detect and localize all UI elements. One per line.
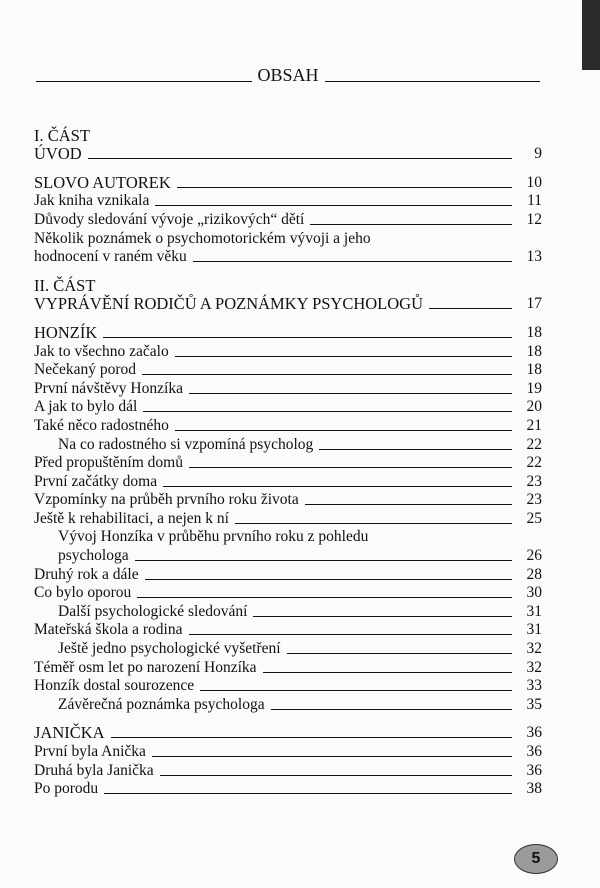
toc-entry-anicka[interactable] [34, 742, 542, 761]
toc-entry-title: První byla Anička [34, 743, 146, 760]
section-gap [34, 313, 542, 323]
toc-leader-line [137, 597, 512, 598]
toc-page-number: 18 [526, 342, 542, 360]
toc-page-number: 21 [526, 416, 542, 434]
toc-entry-title: VYPRÁVĚNÍ RODIČŮ A POZNÁMKY PSYCHOLOGŮ [34, 294, 424, 314]
toc-entry-title: A jak to bylo dál [34, 398, 138, 416]
toc-entry-title: II. ČÁST [34, 275, 96, 295]
toc-entry-title: SLOVO AUTOREK [34, 172, 171, 192]
toc-entry-title: HONZÍK [34, 322, 98, 342]
toc-page-number: 22 [526, 435, 542, 453]
toc-leader-line [305, 504, 512, 505]
toc-entry-vyvoj-b[interactable] [34, 546, 542, 565]
toc-entry-title: ÚVOD [34, 144, 82, 164]
toc-entry-honzik[interactable] [34, 323, 542, 342]
toc-entry-poznamek-b[interactable] [34, 248, 542, 267]
toc-leader-line [88, 158, 512, 159]
toc-entry-vypraveni[interactable] [34, 295, 542, 314]
toc-leader-line [104, 793, 512, 794]
toc-entry-dalsi[interactable] [34, 602, 542, 621]
toc-leader-line [189, 634, 513, 635]
toc-entry-zaverecna[interactable] [34, 695, 542, 714]
toc-leader-line [160, 775, 512, 776]
toc-leader-line [145, 579, 512, 580]
toc-entry-title: Vývoj Honzíka v průběhu prvního roku z pohledu [58, 528, 369, 546]
toc-leader-line [271, 709, 512, 710]
toc-page-number: 26 [526, 547, 542, 565]
toc-page-number: 22 [526, 454, 542, 472]
toc-entry-title: Honzík dostal sourozence [34, 677, 195, 695]
toc-header [36, 64, 540, 86]
toc-entry-navstevy[interactable] [34, 379, 542, 398]
toc-leader-line [175, 356, 512, 357]
toc-entry-title: hodnocení v raném věku [34, 248, 187, 266]
toc-entry-poznamek-a[interactable] [34, 229, 542, 248]
toc-page-number: 38 [526, 780, 542, 798]
toc-leader-line [111, 737, 512, 738]
toc-leader-line [193, 261, 512, 262]
toc-entry-title: I. ČÁST [34, 125, 90, 145]
toc-page-number: 23 [526, 491, 542, 509]
toc-page-number: 32 [526, 640, 542, 658]
toc-entry-title: Druhá byla Janička [34, 761, 154, 779]
toc-page-number: 36 [526, 743, 542, 760]
toc-page-number: 13 [526, 248, 542, 266]
toc-entry-oporou[interactable] [34, 584, 542, 603]
toc-entry-title: První návštěvy Honzíka [34, 379, 183, 397]
toc-entry-title: Před propuštěním domů [34, 454, 183, 472]
toc-entry-title: Důvody sledování vývoje „rizikových“ dětí [34, 210, 305, 228]
toc-leader-line [163, 486, 512, 487]
toc-entry-title: Ještě k rehabilitaci, a nejen k ní [34, 509, 229, 527]
table-of-contents [34, 126, 542, 798]
toc-entry-title: psychologa [58, 547, 129, 565]
toc-entry-title: Závěrečná poznámka psychologa [58, 695, 265, 713]
toc-entry-title: Mateřská škola a rodina [34, 621, 183, 639]
toc-page-number: 9 [534, 145, 542, 163]
toc-page-number: 28 [526, 565, 542, 583]
toc-entry-temer[interactable] [34, 658, 542, 677]
toc-leader-line [200, 690, 512, 691]
page-edge-mark [582, 0, 600, 70]
toc-page-number: 17 [526, 295, 542, 313]
toc-page-number: 19 [526, 379, 542, 397]
toc-entry-title: Vzpomínky na průběh prvního roku života [34, 491, 299, 509]
toc-entry-uvod[interactable] [34, 145, 542, 164]
toc-leader-line [143, 411, 512, 412]
toc-entry-kniha[interactable] [34, 192, 542, 211]
toc-page-number: 31 [526, 602, 542, 620]
toc-leader-line [189, 393, 512, 394]
toc-page-number: 32 [526, 658, 542, 676]
toc-entry-rehabilitaci[interactable] [34, 509, 542, 528]
toc-entry-title: Po porodu [34, 780, 99, 798]
toc-title: OBSAH [257, 65, 319, 85]
section-gap [34, 714, 542, 724]
toc-entry-vzpomina[interactable] [34, 435, 542, 454]
section-gap [34, 163, 542, 173]
toc-page-number: 30 [526, 584, 542, 602]
toc-entry-vyvoj-a[interactable] [34, 528, 542, 547]
toc-page-number: 18 [526, 323, 542, 341]
toc-entry-title: Na co radostného si vzpomíná psycholog [58, 435, 314, 453]
toc-entry-title: JANIČKA [34, 723, 105, 743]
page-number-badge: 5 [514, 844, 558, 874]
toc-leader-line [152, 756, 512, 757]
toc-entry-druha[interactable] [34, 761, 542, 780]
toc-entry-zacalo[interactable] [34, 342, 542, 361]
header-rule-left [36, 81, 252, 82]
toc-leader-line [103, 337, 512, 338]
toc-entry-druhy[interactable] [34, 565, 542, 584]
toc-entry-title: Co bylo oporou [34, 584, 132, 602]
toc-page-number: 25 [526, 509, 542, 527]
toc-entry-title: Také něco radostného [34, 416, 169, 434]
header-rule-right [325, 81, 541, 82]
toc-page-number: 23 [526, 472, 542, 490]
toc-entry-title: Ještě jedno psychologické vyšetření [58, 640, 281, 658]
toc-entry-title: Téměř osm let po narození Honzíka [34, 658, 257, 676]
toc-entry-radostneho[interactable] [34, 416, 542, 435]
toc-entry-dal[interactable] [34, 398, 542, 417]
toc-entry-zacatky[interactable] [34, 472, 542, 491]
toc-leader-line [319, 449, 512, 450]
toc-entry-p2[interactable] [34, 276, 542, 295]
toc-leader-line [287, 653, 512, 654]
toc-leader-line [235, 523, 512, 524]
toc-entry-sourozence[interactable] [34, 677, 542, 696]
toc-entry-title: Nečekaný porod [34, 361, 136, 379]
toc-leader-line [189, 467, 512, 468]
toc-entry-poporodu[interactable] [34, 780, 542, 799]
toc-leader-line [155, 205, 512, 206]
toc-page-number: 35 [526, 695, 542, 713]
toc-page-number: 18 [526, 361, 542, 379]
toc-page-number: 20 [526, 398, 542, 416]
toc-leader-line [177, 187, 512, 188]
toc-leader-line [310, 224, 512, 225]
toc-leader-line [135, 560, 512, 561]
toc-page-number: 33 [526, 677, 542, 695]
toc-page-number: 10 [526, 173, 542, 191]
section-gap [34, 266, 542, 276]
toc-entry-title: Několik poznámek o psychomotorickém vývoji a jeho [34, 229, 371, 247]
toc-entry-p1[interactable] [34, 126, 542, 145]
toc-leader-line [175, 430, 512, 431]
toc-entry-propustenim[interactable] [34, 454, 542, 473]
toc-entry-title: Další psychologické sledování [58, 602, 248, 620]
toc-entry-janicka[interactable] [34, 724, 542, 743]
toc-entry-porod[interactable] [34, 361, 542, 380]
toc-entry-title: Druhý rok a dále [34, 565, 139, 583]
toc-leader-line [142, 374, 512, 375]
toc-entry-title: Jak to všechno začalo [34, 342, 169, 360]
toc-entry-slovo[interactable] [34, 173, 542, 192]
toc-leader-line [263, 672, 512, 673]
toc-page-number: 11 [527, 192, 542, 210]
toc-entry-duvody[interactable] [34, 210, 542, 229]
toc-page-number: 12 [526, 210, 542, 228]
toc-leader-line [429, 308, 512, 309]
toc-entry-title: První začátky doma [34, 472, 158, 490]
toc-entry-vysetreni[interactable] [34, 639, 542, 658]
toc-entry-materska[interactable] [34, 621, 542, 640]
toc-page-number: 31 [526, 621, 542, 639]
toc-entry-vzpominky[interactable] [34, 491, 542, 510]
toc-page-number: 36 [526, 724, 542, 742]
toc-entry-title: Jak kniha vznikala [34, 192, 150, 210]
toc-leader-line [253, 616, 512, 617]
toc-page-number: 36 [526, 761, 542, 779]
